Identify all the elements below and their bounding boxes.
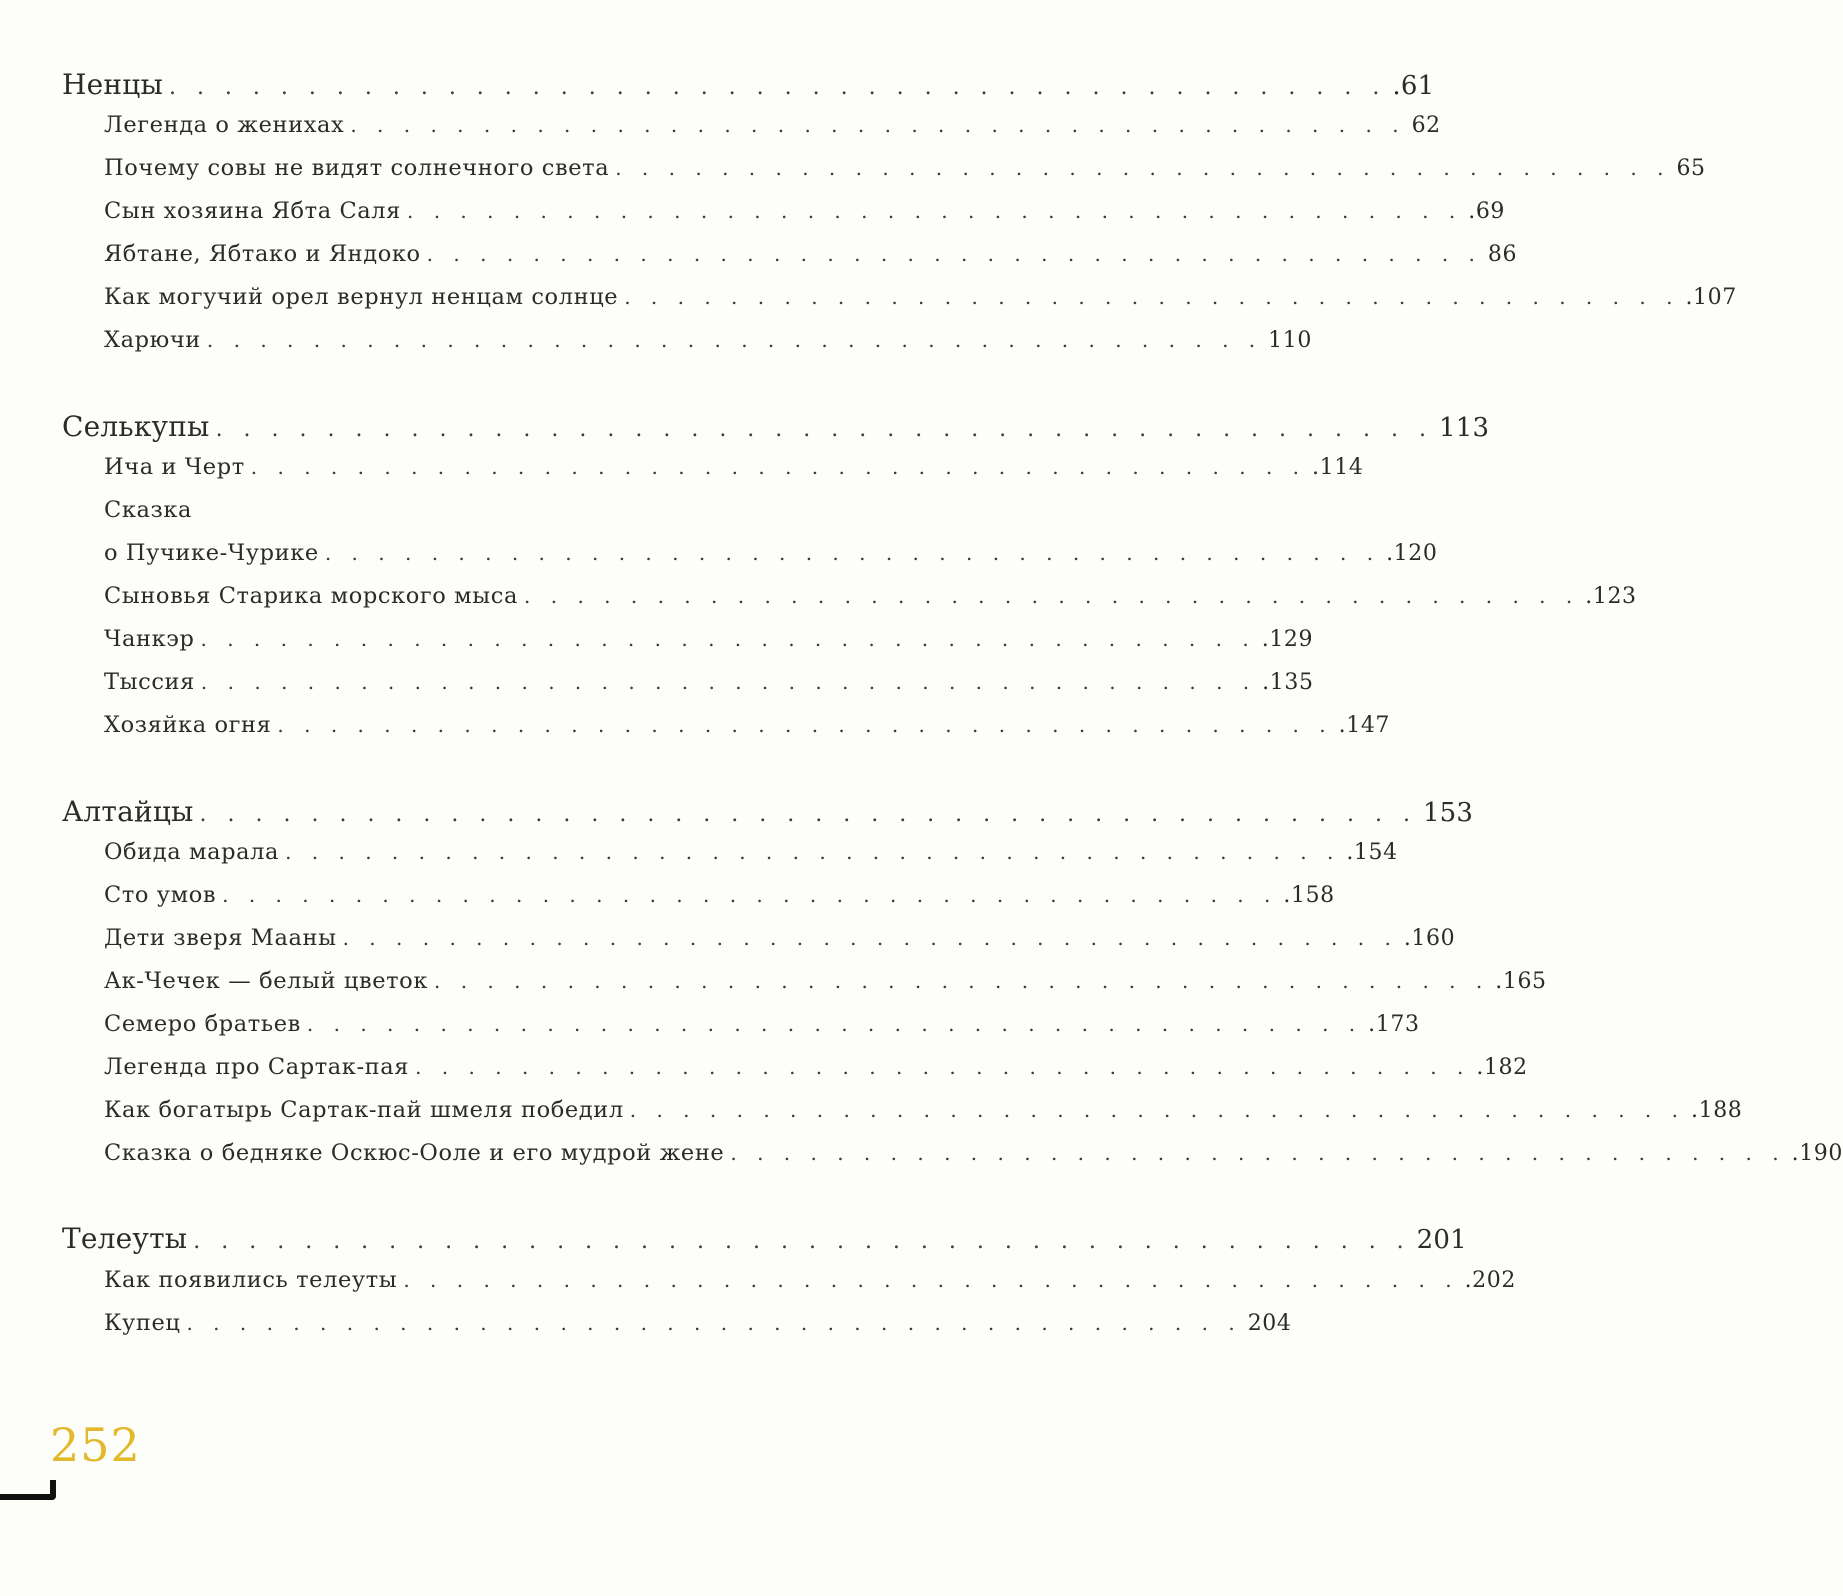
story-title: Как появились телеуты — [104, 1267, 398, 1293]
toc-section-entry[interactable] — [62, 68, 1435, 108]
story-title: Сын хозяина Ябта Саля — [104, 198, 401, 224]
story-page-number: .129 — [1261, 627, 1314, 652]
toc-story-entry[interactable] — [104, 198, 1506, 238]
section-title: Селькупы — [62, 410, 210, 443]
dot-leader: . . . . . . . . . . . . . . . . . . . . . . . . . . . . . . . . . . . . . . . . — [434, 969, 1490, 993]
story-title: Ябтане, Ябтако и Яндоко — [104, 241, 421, 267]
story-title: Сказка — [104, 497, 193, 523]
toc-story-entry[interactable] — [104, 241, 1518, 281]
dot-leader: . . . . . . . . . . . . . . . . . . . . . . . . . . . . . . . . . . . . . . . . — [615, 156, 1671, 180]
toc-story-entry[interactable] — [104, 112, 1441, 152]
toc-section-entry[interactable] — [62, 1222, 1467, 1262]
dot-leader: . . . . . . . . . . . . . . . . . . . . . . . . . . . . . . . . . . . . . . . . — [624, 285, 1680, 309]
dot-leader: . . . . . . . . . . . . . . . . . . . . . . . . . . . . . . . . . . . . . . . . . . . . — [215, 417, 1433, 442]
section-page-number: 113 — [1438, 413, 1490, 443]
corner-crop-mark — [0, 1480, 56, 1500]
section-title: Ненцы — [62, 68, 163, 101]
toc-story-entry[interactable] — [104, 1011, 1420, 1051]
dot-leader: . . . . . . . . . . . . . . . . . . . . . . . . . . . . . . . . . . . . . . . . — [277, 713, 1333, 737]
story-page-number: .69 — [1468, 199, 1506, 224]
dot-leader: . . . . . . . . . . . . . . . . . . . . . . . . . . . . . . . . . . . . . . . . — [285, 840, 1341, 864]
story-page-number: .135 — [1262, 670, 1314, 695]
story-page-number: .188 — [1691, 1098, 1743, 1123]
story-title: Чанкэр — [104, 626, 195, 652]
toc-story-entry[interactable] — [104, 1054, 1528, 1094]
story-title: Сто умов — [104, 882, 217, 908]
toc-story-entry[interactable] — [104, 1310, 1292, 1350]
story-title: Как богатырь Сартак-пай шмеля победил — [104, 1097, 624, 1123]
story-title: Сыновья Старика морского мыса — [104, 583, 519, 609]
section-page-number: 153 — [1422, 798, 1474, 828]
story-title: Ак-Чечек — белый цветок — [104, 968, 428, 994]
dot-leader: . . . . . . . . . . . . . . . . . . . . . . . . . . . . . . . . . . . . . . . . — [524, 584, 1580, 608]
story-page-number: 86 — [1487, 242, 1518, 267]
story-title: Легенда про Сартак-пая — [104, 1054, 410, 1080]
toc-story-entry[interactable] — [104, 327, 1312, 367]
toc-story-entry[interactable] — [104, 882, 1335, 922]
story-page-number: .160 — [1403, 926, 1456, 951]
toc-story-entry[interactable] — [104, 540, 1438, 580]
story-page-number: .158 — [1283, 883, 1335, 908]
story-title: Тыссия — [104, 669, 195, 695]
dot-leader: . . . . . . . . . . . . . . . . . . . . . . . . . . . . . . . . . . . . . . . . — [730, 1141, 1786, 1165]
dot-leader: . . . . . . . . . . . . . . . . . . . . . . . . . . . . . . . . . . . . . . . . — [222, 883, 1278, 907]
story-page-number: 65 — [1676, 156, 1706, 181]
story-title: о Пучике-Чурике — [104, 540, 319, 566]
story-title: Семеро братьев — [104, 1011, 301, 1037]
dot-leader: . . . . . . . . . . . . . . . . . . . . . . . . . . . . . . . . . . . . . . . . — [350, 113, 1406, 137]
story-page-number: .173 — [1368, 1012, 1420, 1037]
toc-story-entry[interactable] — [104, 1097, 1743, 1137]
story-page-number: 62 — [1411, 113, 1441, 138]
section-title: Телеуты — [62, 1222, 188, 1255]
toc-section-entry[interactable] — [62, 795, 1474, 835]
dot-leader: . . . . . . . . . . . . . . . . . . . . . . . . . . . . . . . . . . . . . . . . — [186, 1311, 1242, 1335]
story-title: Дети зверя Мааны — [104, 925, 337, 951]
story-page-number: .154 — [1346, 840, 1398, 865]
dot-leader: . . . . . . . . . . . . . . . . . . . . . . . . . . . . . . . . . . . . . . . . . . . . — [199, 802, 1417, 827]
toc-story-entry[interactable] — [104, 155, 1706, 195]
dot-leader: . . . . . . . . . . . . . . . . . . . . . . . . . . . . . . . . . . . . . . . . — [200, 670, 1257, 694]
story-title: Как могучий орел вернул ненцам солнце — [104, 284, 619, 310]
dot-leader: . . . . . . . . . . . . . . . . . . . . . . . . . . . . . . . . . . . . . . . . — [250, 455, 1307, 479]
dot-leader: . . . . . . . . . . . . . . . . . . . . . . . . . . . . . . . . . . . . . . . . — [403, 1268, 1459, 1292]
toc-story-entry[interactable] — [104, 839, 1398, 879]
story-page-number: .123 — [1585, 584, 1637, 609]
story-page-number: .147 — [1338, 713, 1391, 738]
dot-leader: . . . . . . . . . . . . . . . . . . . . . . . . . . . . . . . . . . . . . . . . — [200, 627, 1256, 651]
dot-leader: . . . . . . . . . . . . . . . . . . . . . . . . . . . . . . . . . . . . . . . . — [306, 1012, 1363, 1036]
story-title: Ича и Черт — [104, 454, 245, 480]
dot-leader: . . . . . . . . . . . . . . . . . . . . . . . . . . . . . . . . . . . . . . . . — [206, 328, 1263, 352]
story-title: Купец — [104, 1310, 181, 1336]
toc-section-entry[interactable] — [62, 410, 1490, 450]
dot-leader: . . . . . . . . . . . . . . . . . . . . . . . . . . . . . . . . . . . . . . . . — [342, 926, 1398, 950]
story-page-number: .120 — [1386, 541, 1438, 566]
dot-leader: . . . . . . . . . . . . . . . . . . . . . . . . . . . . . . . . . . . . . . . . . . . . — [168, 75, 1387, 100]
story-page-number: .182 — [1476, 1055, 1528, 1080]
dot-leader: . . . . . . . . . . . . . . . . . . . . . . . . . . . . . . . . . . . . . . . . — [426, 242, 1482, 266]
toc-story-entry[interactable] — [104, 626, 1314, 666]
toc-story-entry[interactable] — [104, 1140, 1843, 1180]
toc-story-entry[interactable] — [104, 454, 1364, 494]
section-page-number: .61 — [1392, 71, 1435, 101]
toc-story-entry[interactable] — [104, 284, 1737, 324]
story-page-number: .165 — [1495, 969, 1547, 994]
toc-story-entry[interactable] — [104, 712, 1391, 752]
page-number: 252 — [50, 1418, 141, 1472]
dot-leader: . . . . . . . . . . . . . . . . . . . . . . . . . . . . . . . . . . . . . . . . — [324, 541, 1381, 565]
story-page-number: .107 — [1685, 285, 1737, 310]
toc-story-entry[interactable] — [104, 1267, 1516, 1307]
toc-story-entry[interactable] — [104, 497, 878, 537]
story-page-number: 204 — [1247, 1311, 1292, 1336]
section-title: Алтайцы — [62, 795, 194, 828]
toc-story-entry[interactable] — [104, 669, 1314, 709]
story-title: Почему совы не видят солнечного света — [104, 155, 610, 181]
story-title: Легенда о женихах — [104, 112, 345, 138]
story-page-number: 110 — [1268, 328, 1312, 353]
story-page-number: .190 — [1791, 1141, 1843, 1166]
dot-leader: . . . . . . . . . . . . . . . . . . . . . . . . . . . . . . . . . . . . . . . . — [415, 1055, 1471, 1079]
toc-story-entry[interactable] — [104, 968, 1547, 1008]
story-title: Харючи — [104, 327, 201, 353]
section-page-number: 201 — [1416, 1225, 1467, 1255]
toc-story-entry[interactable] — [104, 925, 1456, 965]
story-page-number: .114 — [1312, 455, 1364, 480]
story-title: Обида марала — [104, 839, 280, 865]
story-title: Хозяйка огня — [104, 712, 272, 738]
dot-leader: . . . . . . . . . . . . . . . . . . . . . . . . . . . . . . . . . . . . . . . . — [406, 199, 1463, 223]
story-title: Сказка о бедняке Оскюс-Ооле и его мудрой жене — [104, 1140, 725, 1166]
dot-leader: . . . . . . . . . . . . . . . . . . . . . . . . . . . . . . . . . . . . . . . . — [629, 1098, 1685, 1122]
story-page-number: .202 — [1464, 1268, 1516, 1293]
dot-leader: . . . . . . . . . . . . . . . . . . . . . . . . . . . . . . . . . . . . . . . . . . . . — [193, 1229, 1411, 1254]
toc-story-entry[interactable] — [104, 583, 1637, 623]
